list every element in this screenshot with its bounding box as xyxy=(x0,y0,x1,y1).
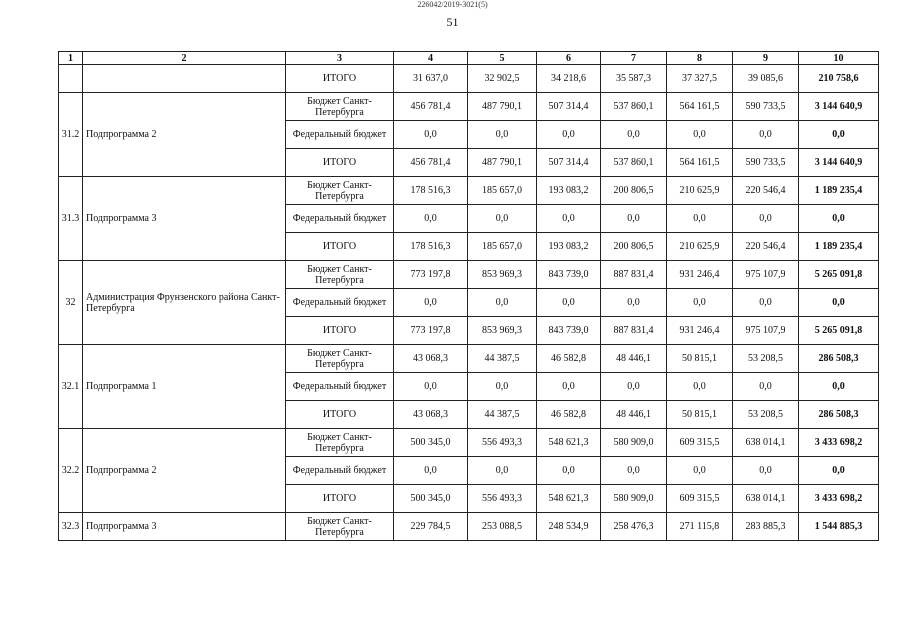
year-value-cell: 48 446,1 xyxy=(601,401,667,429)
year-value-cell: 200 806,5 xyxy=(601,177,667,205)
funding-source-cell: Федеральный бюджет xyxy=(286,457,394,485)
table-row xyxy=(59,429,879,457)
total-value-cell: 0,0 xyxy=(799,289,879,317)
total-value-cell: 3 144 640,9 xyxy=(799,93,879,121)
year-value-cell: 0,0 xyxy=(394,205,468,233)
total-value-cell: 3 144 640,9 xyxy=(799,149,879,177)
year-value-cell: 638 014,1 xyxy=(733,485,799,513)
year-value-cell: 853 969,3 xyxy=(468,261,537,289)
year-value-cell: 0,0 xyxy=(537,121,601,149)
funding-source-cell: ИТОГО xyxy=(286,401,394,429)
year-value-cell: 34 218,6 xyxy=(537,65,601,93)
year-value-cell: 590 733,5 xyxy=(733,149,799,177)
year-value-cell: 53 208,5 xyxy=(733,345,799,373)
year-value-cell: 564 161,5 xyxy=(667,93,733,121)
year-value-cell: 500 345,0 xyxy=(394,485,468,513)
year-value-cell: 537 860,1 xyxy=(601,93,667,121)
year-value-cell: 556 493,3 xyxy=(468,429,537,457)
funding-source-cell: ИТОГО xyxy=(286,65,394,93)
year-value-cell: 843 739,0 xyxy=(537,317,601,345)
year-value-cell: 609 315,5 xyxy=(667,429,733,457)
year-value-cell: 35 587,3 xyxy=(601,65,667,93)
year-value-cell: 53 208,5 xyxy=(733,401,799,429)
year-value-cell: 0,0 xyxy=(537,289,601,317)
year-value-cell: 580 909,0 xyxy=(601,485,667,513)
funding-source-cell: Федеральный бюджет xyxy=(286,121,394,149)
year-value-cell: 500 345,0 xyxy=(394,429,468,457)
year-value-cell: 853 969,3 xyxy=(468,317,537,345)
year-value-cell: 0,0 xyxy=(601,373,667,401)
total-value-cell: 286 508,3 xyxy=(799,401,879,429)
total-value-cell: 0,0 xyxy=(799,205,879,233)
year-value-cell: 507 314,4 xyxy=(537,149,601,177)
year-value-cell: 185 657,0 xyxy=(468,177,537,205)
row-number-cell xyxy=(59,65,83,93)
program-name-cell: Подпрограмма 1 xyxy=(83,345,286,429)
row-number-cell: 31.3 xyxy=(59,177,83,261)
year-value-cell: 931 246,4 xyxy=(667,317,733,345)
table-row xyxy=(59,513,879,541)
total-value-cell: 1 189 235,4 xyxy=(799,233,879,261)
total-value-cell: 3 433 698,2 xyxy=(799,429,879,457)
year-value-cell: 0,0 xyxy=(601,289,667,317)
total-value-cell: 0,0 xyxy=(799,121,879,149)
year-value-cell: 44 387,5 xyxy=(468,401,537,429)
funding-source-cell: ИТОГО xyxy=(286,317,394,345)
year-value-cell: 0,0 xyxy=(667,373,733,401)
funding-source-cell: Бюджет Санкт-Петербурга xyxy=(286,177,394,205)
funding-source-cell: ИТОГО xyxy=(286,233,394,261)
table-row xyxy=(59,345,879,373)
header-cell: 4 xyxy=(394,52,468,65)
header-cell: 6 xyxy=(537,52,601,65)
year-value-cell: 48 446,1 xyxy=(601,345,667,373)
year-value-cell: 39 085,6 xyxy=(733,65,799,93)
year-value-cell: 37 327,5 xyxy=(667,65,733,93)
year-value-cell: 0,0 xyxy=(468,121,537,149)
program-name-cell: Подпрограмма 2 xyxy=(83,429,286,513)
total-value-cell: 286 508,3 xyxy=(799,345,879,373)
year-value-cell: 0,0 xyxy=(468,289,537,317)
header-cell: 3 xyxy=(286,52,394,65)
header-cell: 10 xyxy=(799,52,879,65)
header-cell: 1 xyxy=(59,52,83,65)
row-number-cell: 32.3 xyxy=(59,513,83,541)
total-value-cell: 1 544 885,3 xyxy=(799,513,879,541)
program-name-cell: Подпрограмма 2 xyxy=(83,93,286,177)
header-cell: 9 xyxy=(733,52,799,65)
year-value-cell: 0,0 xyxy=(394,457,468,485)
year-value-cell: 0,0 xyxy=(733,373,799,401)
table-body xyxy=(59,52,879,541)
year-value-cell: 638 014,1 xyxy=(733,429,799,457)
year-value-cell: 31 637,0 xyxy=(394,65,468,93)
year-value-cell: 0,0 xyxy=(733,205,799,233)
total-value-cell: 210 758,6 xyxy=(799,65,879,93)
year-value-cell: 843 739,0 xyxy=(537,261,601,289)
budget-table xyxy=(58,51,879,541)
row-number-cell: 31.2 xyxy=(59,93,83,177)
total-value-cell: 3 433 698,2 xyxy=(799,485,879,513)
year-value-cell: 43 068,3 xyxy=(394,345,468,373)
year-value-cell: 0,0 xyxy=(601,121,667,149)
header-cell: 2 xyxy=(83,52,286,65)
year-value-cell: 44 387,5 xyxy=(468,345,537,373)
year-value-cell: 193 083,2 xyxy=(537,177,601,205)
year-value-cell: 0,0 xyxy=(733,121,799,149)
year-value-cell: 50 815,1 xyxy=(667,345,733,373)
year-value-cell: 248 534,9 xyxy=(537,513,601,541)
program-name-cell: Подпрограмма 3 xyxy=(83,513,286,541)
document-id: 226042/2019-3021(5) xyxy=(417,0,488,9)
year-value-cell: 487 790,1 xyxy=(468,149,537,177)
year-value-cell: 0,0 xyxy=(468,373,537,401)
year-value-cell: 548 621,3 xyxy=(537,429,601,457)
year-value-cell: 0,0 xyxy=(601,457,667,485)
year-value-cell: 975 107,9 xyxy=(733,317,799,345)
year-value-cell: 556 493,3 xyxy=(468,485,537,513)
year-value-cell: 0,0 xyxy=(468,457,537,485)
funding-source-cell: Бюджет Санкт-Петербурга xyxy=(286,261,394,289)
year-value-cell: 0,0 xyxy=(394,373,468,401)
funding-source-cell: Федеральный бюджет xyxy=(286,205,394,233)
year-value-cell: 609 315,5 xyxy=(667,485,733,513)
table-row xyxy=(59,93,879,121)
year-value-cell: 46 582,8 xyxy=(537,401,601,429)
year-value-cell: 193 083,2 xyxy=(537,233,601,261)
year-value-cell: 0,0 xyxy=(667,289,733,317)
year-value-cell: 253 088,5 xyxy=(468,513,537,541)
program-name-cell: Администрация Фрунзенского района Санкт-Петербурга xyxy=(83,261,286,345)
year-value-cell: 931 246,4 xyxy=(667,261,733,289)
year-value-cell: 43 068,3 xyxy=(394,401,468,429)
table-row xyxy=(59,65,879,93)
year-value-cell: 0,0 xyxy=(537,205,601,233)
year-value-cell: 178 516,3 xyxy=(394,177,468,205)
year-value-cell: 0,0 xyxy=(394,289,468,317)
funding-source-cell: Бюджет Санкт-Петербурга xyxy=(286,345,394,373)
year-value-cell: 185 657,0 xyxy=(468,233,537,261)
row-number-cell: 32 xyxy=(59,261,83,345)
year-value-cell: 0,0 xyxy=(733,289,799,317)
year-value-cell: 0,0 xyxy=(601,205,667,233)
year-value-cell: 0,0 xyxy=(537,457,601,485)
year-value-cell: 456 781,4 xyxy=(394,149,468,177)
total-value-cell: 0,0 xyxy=(799,457,879,485)
year-value-cell: 0,0 xyxy=(667,121,733,149)
year-value-cell: 200 806,5 xyxy=(601,233,667,261)
table-row xyxy=(59,177,879,205)
total-value-cell: 5 265 091,8 xyxy=(799,261,879,289)
funding-source-cell: ИТОГО xyxy=(286,149,394,177)
year-value-cell: 283 885,3 xyxy=(733,513,799,541)
funding-source-cell: Федеральный бюджет xyxy=(286,373,394,401)
year-value-cell: 50 815,1 xyxy=(667,401,733,429)
year-value-cell: 32 902,5 xyxy=(468,65,537,93)
year-value-cell: 210 625,9 xyxy=(667,177,733,205)
funding-source-cell: ИТОГО xyxy=(286,485,394,513)
row-number-cell: 32.1 xyxy=(59,345,83,429)
total-value-cell: 5 265 091,8 xyxy=(799,317,879,345)
funding-source-cell: Бюджет Санкт-Петербурга xyxy=(286,513,394,541)
table-header-row xyxy=(59,52,879,65)
year-value-cell: 0,0 xyxy=(733,457,799,485)
year-value-cell: 0,0 xyxy=(394,121,468,149)
row-number-cell: 32.2 xyxy=(59,429,83,513)
year-value-cell: 0,0 xyxy=(667,457,733,485)
year-value-cell: 258 476,3 xyxy=(601,513,667,541)
table-row xyxy=(59,261,879,289)
year-value-cell: 0,0 xyxy=(468,205,537,233)
year-value-cell: 507 314,4 xyxy=(537,93,601,121)
year-value-cell: 590 733,5 xyxy=(733,93,799,121)
year-value-cell: 271 115,8 xyxy=(667,513,733,541)
header-cell: 7 xyxy=(601,52,667,65)
year-value-cell: 456 781,4 xyxy=(394,93,468,121)
year-value-cell: 0,0 xyxy=(667,205,733,233)
year-value-cell: 178 516,3 xyxy=(394,233,468,261)
header-cell: 5 xyxy=(468,52,537,65)
year-value-cell: 537 860,1 xyxy=(601,149,667,177)
funding-source-cell: Бюджет Санкт-Петербурга xyxy=(286,93,394,121)
page-number: 51 xyxy=(446,15,459,29)
total-value-cell: 0,0 xyxy=(799,373,879,401)
year-value-cell: 0,0 xyxy=(537,373,601,401)
year-value-cell: 210 625,9 xyxy=(667,233,733,261)
funding-source-cell: Бюджет Санкт-Петербурга xyxy=(286,429,394,457)
funding-source-cell: Федеральный бюджет xyxy=(286,289,394,317)
year-value-cell: 975 107,9 xyxy=(733,261,799,289)
year-value-cell: 220 546,4 xyxy=(733,177,799,205)
year-value-cell: 487 790,1 xyxy=(468,93,537,121)
year-value-cell: 46 582,8 xyxy=(537,345,601,373)
year-value-cell: 220 546,4 xyxy=(733,233,799,261)
year-value-cell: 580 909,0 xyxy=(601,429,667,457)
year-value-cell: 548 621,3 xyxy=(537,485,601,513)
year-value-cell: 887 831,4 xyxy=(601,261,667,289)
program-name-cell: Подпрограмма 3 xyxy=(83,177,286,261)
year-value-cell: 773 197,8 xyxy=(394,261,468,289)
program-name-cell xyxy=(83,65,286,93)
total-value-cell: 1 189 235,4 xyxy=(799,177,879,205)
year-value-cell: 773 197,8 xyxy=(394,317,468,345)
year-value-cell: 564 161,5 xyxy=(667,149,733,177)
year-value-cell: 887 831,4 xyxy=(601,317,667,345)
header-cell: 8 xyxy=(667,52,733,65)
year-value-cell: 229 784,5 xyxy=(394,513,468,541)
